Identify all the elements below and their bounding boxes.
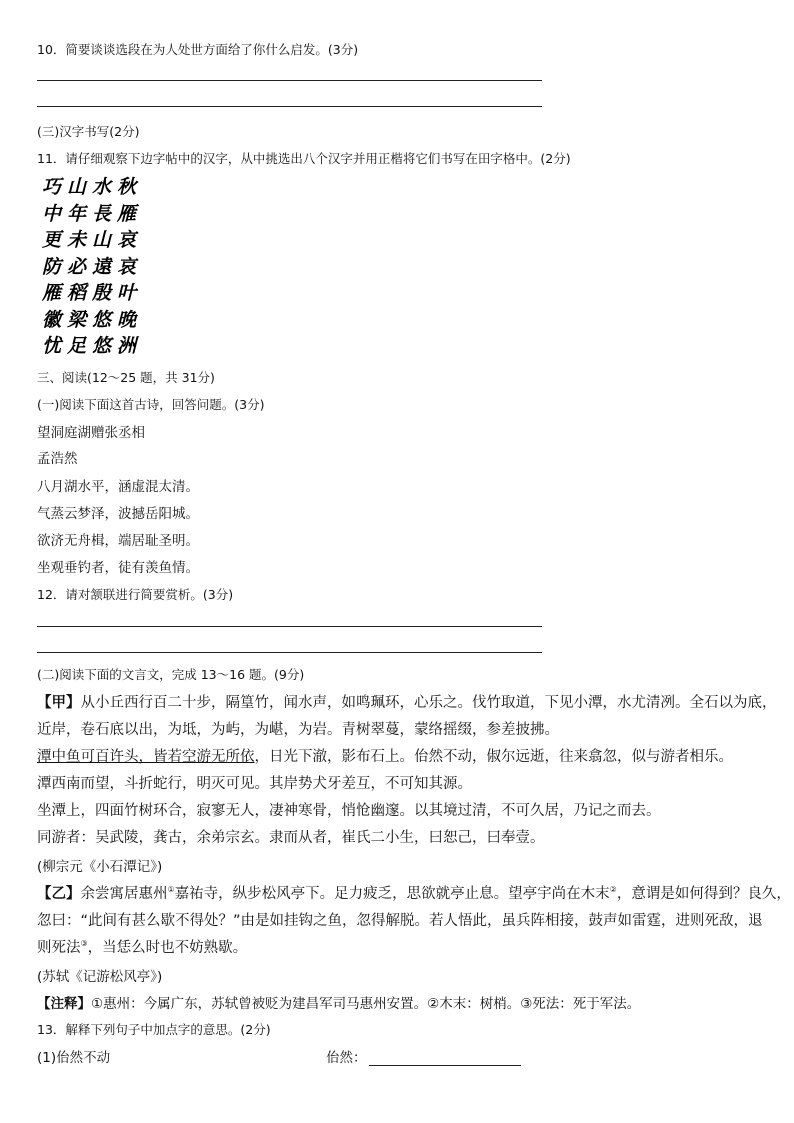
classical-section-title: (二)阅读下面的文言文，完成 13～16 题。(9分)	[37, 667, 305, 682]
copybook-character: 忧	[42, 335, 68, 357]
footnote-marker: ②	[609, 885, 617, 895]
footnote-marker: ③	[80, 939, 88, 949]
answer-label: 佁然：	[326, 1050, 367, 1066]
copybook-character: 山	[92, 229, 118, 251]
copybook-character: 哀	[117, 255, 143, 278]
underlined-sentence: 潭中鱼可百许头，皆若空游无所依	[37, 749, 255, 765]
passage-text: 余尝寓居惠州	[80, 886, 168, 902]
copybook-character: 必	[67, 255, 93, 278]
copybook-row	[42, 199, 142, 226]
poem-line: 气蒸云梦泽，波撼岳阳城。	[37, 506, 199, 522]
passage-text: ，意谓是如何得到？良久，	[616, 886, 791, 902]
annotation-text: ①惠州：今属广东，苏轼曾被贬为建昌军司马惠州安置。②木末：树梢。③死法：死于军法。	[91, 996, 641, 1012]
copybook-character: 山	[67, 176, 93, 198]
copybook-character: 悠	[92, 335, 118, 357]
passage-yi-line	[37, 936, 247, 957]
copybook-character: 叶	[117, 282, 143, 304]
copybook-character: 長	[92, 202, 118, 225]
poem-line: 坐观垂钓者，徒有羡鱼情。	[37, 560, 199, 576]
copybook-character: 更	[42, 229, 68, 251]
copybook-character: 雁	[42, 282, 68, 304]
copybook-row	[42, 305, 142, 332]
copybook-character: 徽	[42, 308, 68, 331]
copybook-character: 雁	[117, 202, 143, 225]
copybook-character: 年	[67, 202, 93, 225]
copybook-character: 中	[42, 202, 68, 225]
copybook-character: 遠	[92, 255, 118, 278]
poem-title: 望洞庭湖赠张丞相	[37, 425, 145, 441]
copybook-character: 巧	[42, 176, 68, 198]
section-title-handwriting: (三)汉字书写(2分)	[37, 124, 140, 139]
copybook-character: 洲	[117, 335, 143, 357]
footnote-marker: ①	[167, 885, 175, 895]
copybook-character: 哀	[117, 229, 143, 251]
copybook-character: 殷	[92, 282, 118, 304]
copybook-character: 晚	[117, 308, 143, 331]
passage-text: ，当恁么时也不妨熟歇。	[87, 940, 248, 956]
copybook-character: 秋	[117, 176, 143, 198]
annotation-tag: 【注释】	[37, 996, 91, 1012]
copybook-row	[42, 172, 142, 199]
passage-jia-line: 潭西南而望，斗折蛇行，明灭可见。其岸势犬牙差互，不可知其源。	[37, 776, 472, 792]
passage-yi-line	[37, 882, 791, 903]
poem-author: 孟浩然	[37, 451, 78, 467]
copybook-character: 水	[92, 176, 118, 198]
copybook-row	[42, 225, 142, 252]
question-13-item-1-answer	[326, 1046, 521, 1066]
passage-text: ，日光下澈，影布石上。佁然不动，俶尔远逝，往来翕忽，似与游者相乐。	[254, 749, 733, 765]
passage-jia-line: 同游者：吴武陵，龚古，余弟宗玄。隶而从者，崔氏二小生，曰恕己，曰奉壹。	[37, 830, 545, 846]
poem-section-title: (一)阅读下面这首古诗，回答问题。(3分)	[37, 397, 265, 412]
question-12: 12．请对颔联进行简要赏析。(3分)	[37, 587, 234, 602]
passage-jia-line	[37, 745, 733, 766]
annotation-line	[37, 992, 640, 1012]
passage-yi-tag: 【乙】	[37, 886, 81, 902]
copybook-character: 防	[42, 255, 68, 278]
copybook-character: 悠	[92, 308, 118, 331]
passage-yi-source: (苏轼《记游松风亭》)	[37, 969, 163, 985]
answer-line	[37, 626, 542, 627]
copybook-character: 足	[67, 335, 93, 357]
passage-jia-line	[37, 691, 777, 712]
poem-line: 欲济无舟楫，端居耻圣明。	[37, 533, 199, 549]
poem-line: 八月湖水平，涵虚混太清。	[37, 479, 199, 495]
passage-text: 嘉祐寺，纵步松风亭下。足力疲乏，思欲就亭止息。望亭宇尚在木末	[174, 886, 610, 902]
answer-blank[interactable]	[369, 1052, 521, 1066]
question-11: 11．请仔细观察下边字帖中的汉字，从中挑选出八个汉字并用正楷将它们书写在田字格中。(2分)	[37, 151, 571, 166]
copybook-row	[42, 278, 142, 305]
copybook-character: 稻	[67, 282, 93, 304]
passage-jia-line: 坐潭上，四面竹树环合，寂寥无人，凄神寒骨，悄怆幽邃。以其境过清，不可久居，乃记之而去。	[37, 803, 661, 819]
answer-line	[37, 106, 542, 107]
copybook-row	[42, 252, 142, 279]
passage-text: 则死法	[37, 940, 81, 956]
answer-line	[37, 80, 542, 81]
passage-text: 从小丘西行百二十步，隔篁竹，闻水声，如鸣珮环，心乐之。伐竹取道，下见小潭，水尤清冽。全石以为底，	[80, 695, 777, 711]
copybook-character: 未	[67, 229, 93, 251]
passage-jia-line: 近岸，卷石底以出，为坻，为屿，为嵁，为岩。青树翠蔓，蒙络摇缀，参差披拂。	[37, 722, 559, 738]
question-10: 10．简要谈谈选段在为人处世方面给了你什么启发。(3分)	[37, 42, 359, 57]
part-title-reading: 三、阅读(12～25 题，共 31分)	[37, 370, 215, 385]
passage-jia-source: (柳宗元《小石潭记》)	[37, 859, 163, 875]
passage-yi-line: 忽曰：“此间有甚么歇不得处？”由是如挂钩之鱼，忽得解脱。若人悟此，虽兵阵相接，鼓声如雷霆，进则死敌，退	[37, 913, 763, 929]
question-13: 13．解释下列句子中加点字的意思。(2分)	[37, 1022, 271, 1037]
passage-jia-tag: 【甲】	[37, 695, 81, 711]
answer-line	[37, 652, 542, 653]
copybook-character: 梁	[67, 308, 93, 331]
copybook-row	[42, 331, 142, 358]
question-13-item-1: (1)佁然不动	[37, 1050, 111, 1066]
